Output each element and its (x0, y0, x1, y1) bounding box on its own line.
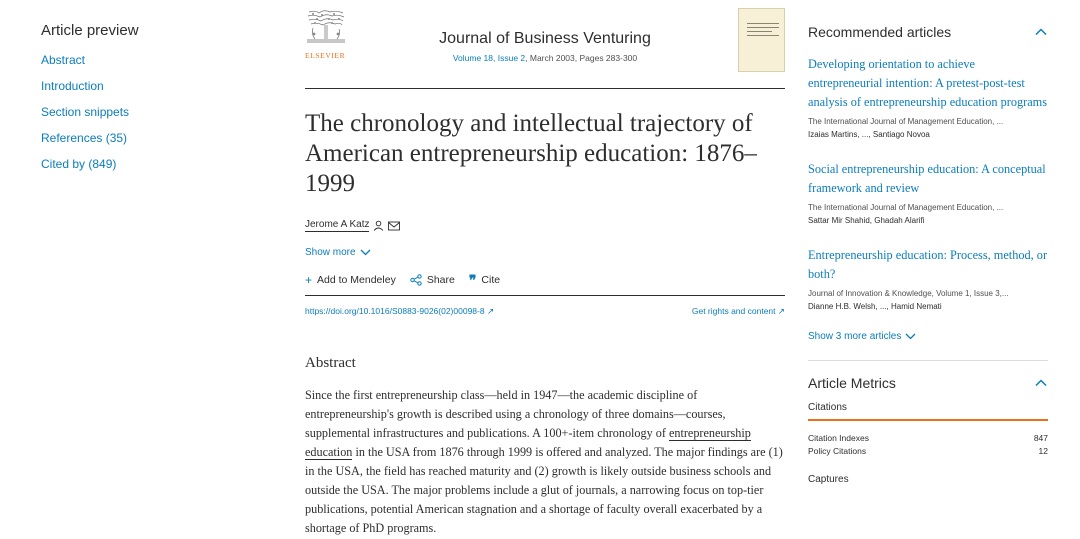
article-outline-nav (41, 22, 241, 183)
show-more-articles-label: Show 3 more articles (808, 331, 902, 342)
recommended-articles-title: Recommended articles (808, 24, 952, 40)
metric-row (808, 433, 1048, 443)
recommended-article-authors: Sattar Mir Shahid, Ghadah Alarifi (808, 216, 925, 225)
article-title: The chronology and intellectual trajectory of American entrepreneurship education: 1876–1999 (305, 110, 757, 197)
show-more-button[interactable] (305, 247, 785, 258)
person-icon[interactable] (373, 220, 384, 231)
abstract-text-part1: Since the first entrepreneurship class—held in 1947—the academic discipline of entrepreneurship's growth is described using a chronology of three domains—courses, supplemental infrastructures and publications. A 100+-item chronology of (305, 388, 726, 440)
recommended-article-title[interactable]: Developing orientation to achieve entrepreneurial intention: A pretest-post-test analysis of entrepreneurship education programs (808, 57, 1048, 109)
outline-item-abstract[interactable]: Abstract (41, 53, 86, 67)
add-to-mendeley-label: Add to Mendeley (317, 274, 396, 286)
right-sidebar (808, 0, 1048, 485)
metric-value: 12 (1038, 446, 1048, 456)
chevron-down-icon (905, 333, 916, 340)
journal-issue-info (365, 53, 725, 63)
recommended-article-source: Journal of Innovation & Knowledge, Volume 1, Issue 3,... (808, 289, 1009, 298)
share-label: Share (426, 274, 455, 286)
outline-item-section-snippets[interactable]: Section snippets (41, 105, 130, 119)
abstract-text (305, 386, 785, 538)
plus-icon: + (305, 273, 313, 287)
entrepreneurship-education-topic-link[interactable]: entrepreneurship education (305, 426, 751, 459)
header-divider (305, 88, 785, 89)
author-line (305, 219, 785, 232)
citations-label: Citations (808, 402, 847, 413)
chevron-down-icon (360, 249, 371, 256)
recommended-article-authors: Izaias Martins, ..., Santiago Novoa (808, 130, 930, 139)
doi-row (305, 295, 785, 317)
article-metrics-title: Article Metrics (808, 375, 896, 391)
citations-accent-bar (808, 419, 1048, 421)
elsevier-tree-icon (305, 8, 347, 44)
volume-issue-link[interactable]: Volume 18, Issue 2 (452, 53, 526, 63)
issue-date-pages: , March 2003, Pages 283-300 (525, 53, 638, 63)
cite-label: Cite (481, 274, 501, 286)
add-to-mendeley-button[interactable] (305, 274, 396, 286)
recommended-article-title[interactable]: Entrepreneurship education: Process, method, or both? (808, 248, 1048, 281)
recommended-article-title[interactable]: Social entrepreneurship education: A conceptual framework and review (808, 162, 1046, 195)
outline-item-references[interactable]: References (35) (41, 131, 128, 145)
quote-icon: ❞ (468, 272, 477, 288)
recommended-article (808, 55, 1048, 139)
elsevier-wordmark: ELSEVIER (305, 51, 346, 60)
journal-cover-image[interactable] (738, 8, 785, 72)
recommended-article (808, 160, 1048, 225)
recommended-article (808, 246, 1048, 311)
chevron-up-icon[interactable] (1034, 25, 1048, 39)
recommended-article-source: The International Journal of Management Education, ... (808, 203, 1004, 212)
get-rights-link[interactable]: Get rights and content ↗ (691, 306, 785, 316)
recommended-articles-header[interactable] (808, 24, 1048, 40)
abstract-text-part2: in the USA from 1876 through 1999 is offered and analyzed. The major findings are (1) in the USA, the field has reached maturity and (2) growth is likely outside business schools and outside the USA. The major problems include a glut of journals, a narrowing focus on top-tier publications, potential American stagnation and a shortage of faculty overall exacerbated by a shortage of PhD programs. (305, 445, 783, 535)
show-more-label: Show more (305, 247, 356, 258)
recommended-article-source: The International Journal of Management Education, ... (808, 117, 1004, 126)
recommended-article-authors: Dianne H.B. Welsh, ..., Hamid Nemati (808, 302, 942, 311)
chevron-up-icon[interactable] (1034, 376, 1048, 390)
email-icon[interactable] (388, 221, 400, 231)
elsevier-logo[interactable] (305, 8, 349, 60)
article-metrics-header[interactable] (808, 375, 1048, 391)
share-button[interactable] (410, 274, 455, 286)
metric-row (808, 446, 1048, 456)
outline-item-cited-by[interactable]: Cited by (849) (41, 157, 117, 171)
sidebar-divider (808, 360, 1048, 361)
outline-item-introduction[interactable]: Introduction (41, 79, 104, 93)
journal-header (305, 0, 785, 82)
article-main (305, 0, 785, 538)
doi-link[interactable]: https://doi.org/10.1016/S0883-9026(02)00098-8 ↗ (305, 306, 495, 316)
article-actions (305, 273, 785, 287)
outline-title: Article preview (41, 22, 139, 39)
captures-label: Captures (808, 474, 849, 485)
metric-value: 847 (1033, 433, 1048, 443)
share-icon (410, 274, 422, 286)
author-name[interactable]: Jerome A Katz (305, 219, 370, 230)
cite-button[interactable] (469, 273, 500, 287)
abstract-heading: Abstract (305, 355, 356, 371)
journal-title[interactable]: Journal of Business Venturing (439, 30, 651, 47)
metric-label: Policy Citations (808, 446, 867, 456)
show-more-articles-button[interactable] (808, 331, 1048, 342)
metric-label: Citation Indexes (808, 433, 869, 443)
